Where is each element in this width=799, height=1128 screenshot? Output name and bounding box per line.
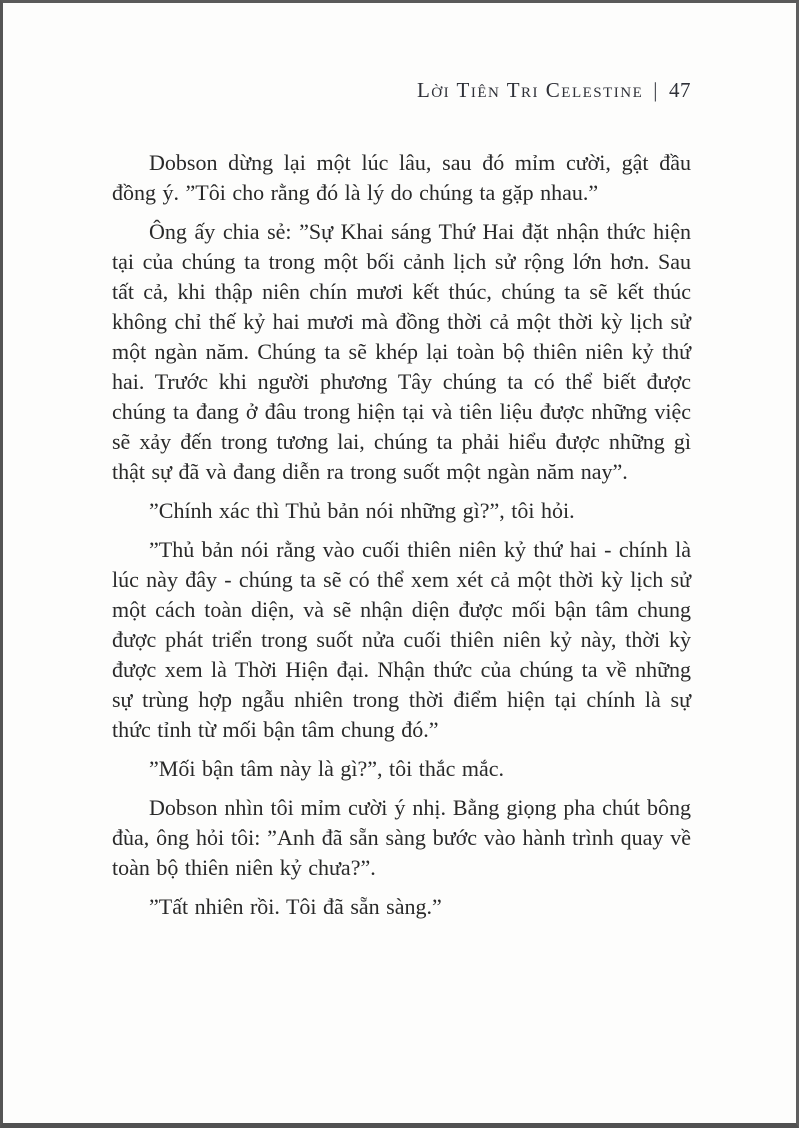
paragraph: ”Chính xác thì Thủ bản nói những gì?”, tôi hỏi. [149, 498, 575, 523]
header-separator: | [653, 78, 659, 102]
paragraph: ”Thủ bản nói rằng vào cuối thiên niên kỷ thứ hai - chính là lúc này đây - chúng ta sẽ có thể xem xét cả một thời kỳ lịch sử một cách toàn diện, và sẽ nhận diện được mối bận tâm chung được phát triển trong suốt nửa cuối thiên niên kỷ này, thời kỳ được xem là Thời Hiện đại. Nhận thức của chúng ta về những sự trùng hợp ngẫu nhiên trong thời điểm hiện tại chính là sự thức tỉnh từ mối bận tâm chung đó.” [112, 537, 691, 742]
paragraph: ”Mối bận tâm này là gì?”, tôi thắc mắc. [149, 756, 504, 781]
paragraph: Ông ấy chia sẻ: ”Sự Khai sáng Thứ Hai đặt nhận thức hiện tại của chúng ta trong một bối cảnh lịch sử rộng lớn hơn. Sau tất cả, khi thập niên chín mươi kết thúc, chúng ta sẽ kết thúc không chỉ thế kỷ hai mươi mà đồng thời cả một thời kỳ lịch sử một ngàn năm. Chúng ta sẽ khép lại toàn bộ thiên niên kỷ thứ hai. Trước khi người phương Tây chúng ta có thể biết được chúng ta đang ở đâu trong hiện tại và tiên liệu được những việc sẽ xảy đến trong tương lai, chúng ta phải hiểu được những gì thật sự đã và đang diễn ra trong suốt một ngàn năm nay”. [112, 219, 691, 484]
page-number: 47 [669, 78, 691, 102]
book-title: Lời Tiên Tri Celestine [416, 78, 644, 102]
paragraph: Dobson dừng lại một lúc lâu, sau đó mỉm cười, gật đầu đồng ý. ”Tôi cho rằng đó là lý do chúng ta gặp nhau.” [112, 150, 691, 205]
paragraph: ”Tất nhiên rồi. Tôi đã sẵn sàng.” [149, 894, 442, 919]
running-header [112, 78, 691, 102]
page-content [3, 78, 796, 1128]
paragraph: Dobson nhìn tôi mỉm cười ý nhị. Bằng giọng pha chút bông đùa, ông hỏi tôi: ”Anh đã sẵn sàng bước vào hành trình quay về toàn bộ thiên niên kỷ chưa?”. [112, 795, 691, 880]
